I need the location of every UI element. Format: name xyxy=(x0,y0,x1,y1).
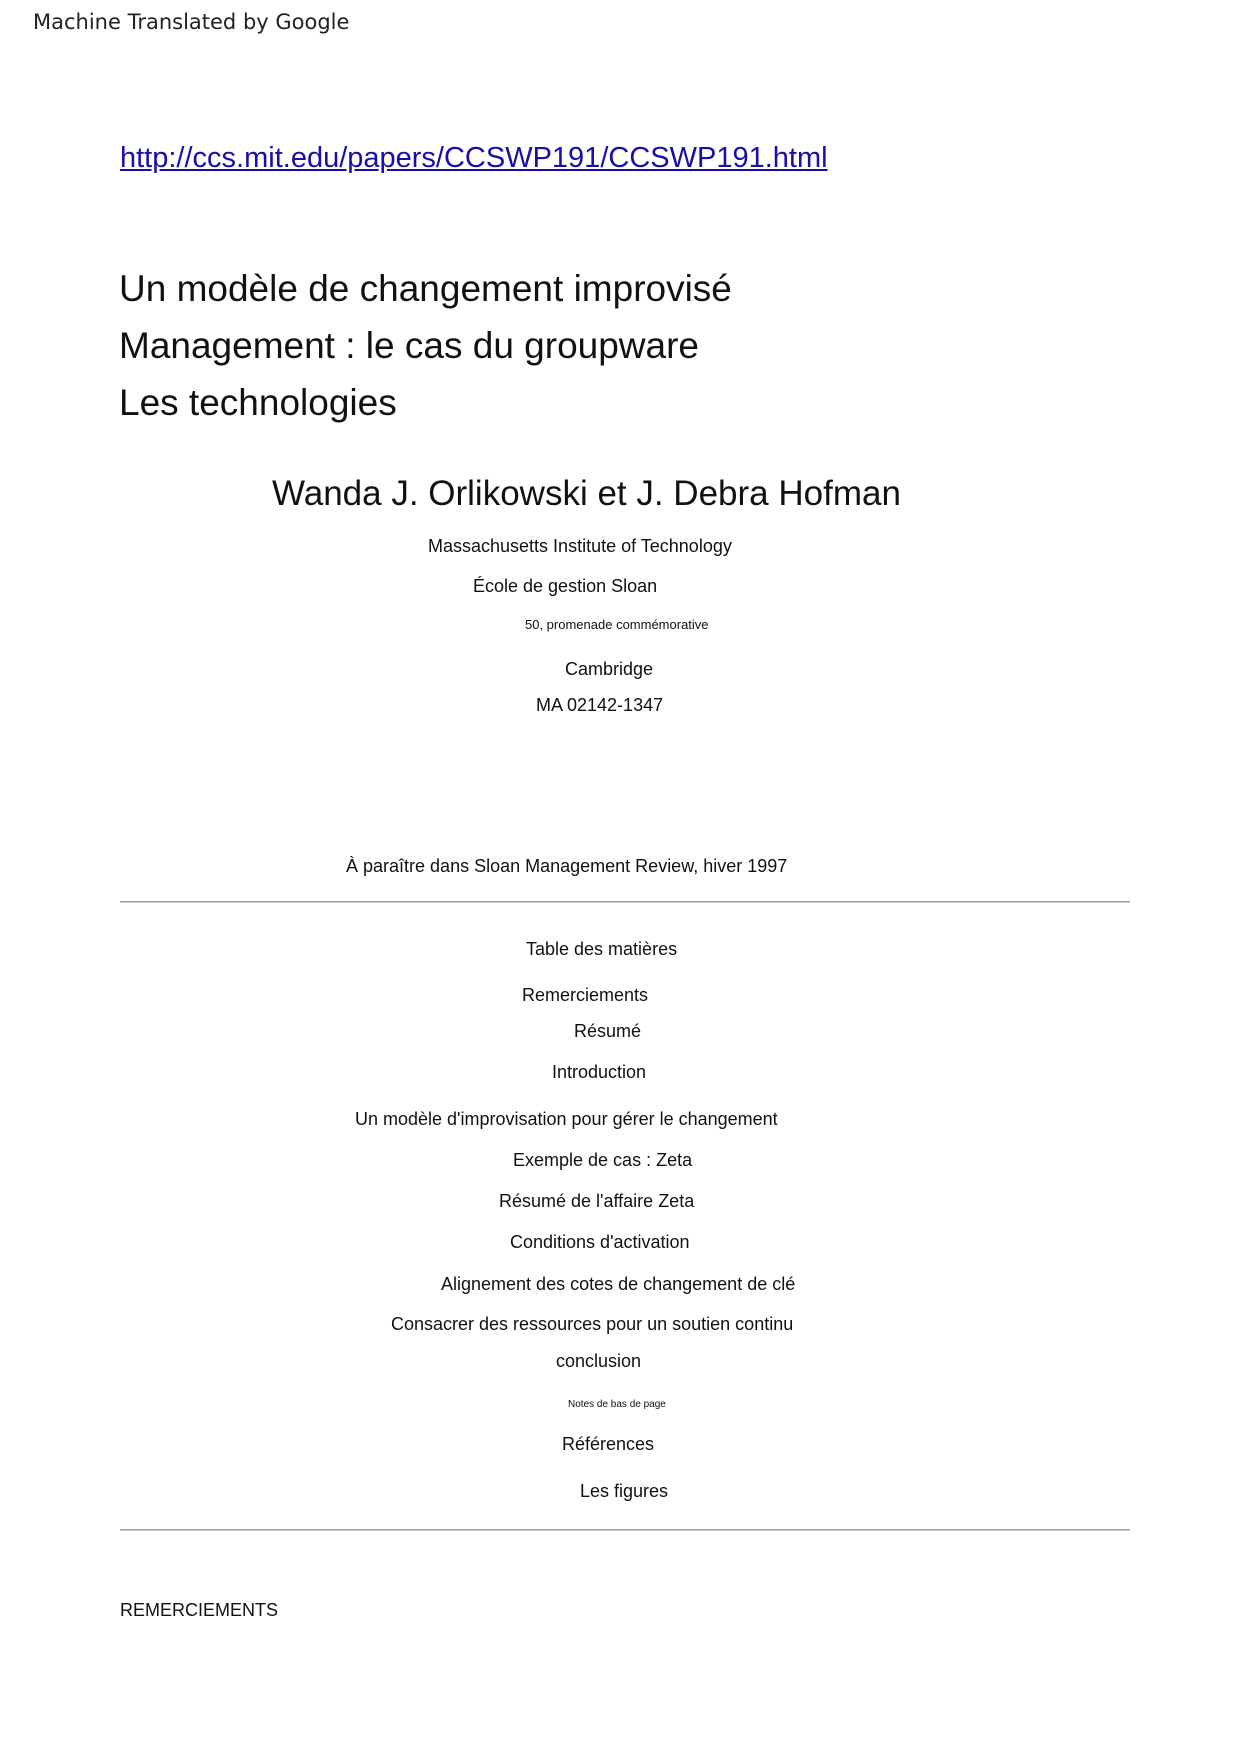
title-line-2: Management : le cas du groupware xyxy=(119,325,700,366)
affiliation-city: Cambridge xyxy=(565,659,654,679)
toc-item-consacrer-ressources[interactable]: Consacrer des ressources pour un soutien continu xyxy=(391,1314,794,1334)
toc-item-alignement-cotes[interactable]: Alignement des cotes de changement de clé xyxy=(441,1274,796,1294)
title-line-1: Un modèle de changement improvisé xyxy=(119,268,732,309)
toc-item-resume-affaire-zeta[interactable]: Résumé de l'affaire Zeta xyxy=(499,1191,695,1211)
toc-item-conclusion[interactable]: conclusion xyxy=(556,1351,642,1371)
toc-item-remerciements[interactable]: Remerciements xyxy=(522,985,649,1005)
section-heading-remerciements: REMERCIEMENTS xyxy=(120,1600,279,1620)
affiliation-street: 50, promenade commémorative xyxy=(525,617,709,632)
toc-item-modele-improvisation[interactable]: Un modèle d'improvisation pour gérer le changement xyxy=(355,1109,778,1129)
affiliation-school: École de gestion Sloan xyxy=(473,576,658,596)
divider-bottom xyxy=(120,1529,1130,1531)
publication-note: À paraître dans Sloan Management Review, hiver 1997 xyxy=(346,856,788,876)
toc-item-references[interactable]: Références xyxy=(562,1434,655,1454)
toc-item-exemple-cas-zeta[interactable]: Exemple de cas : Zeta xyxy=(513,1150,693,1170)
authors: Wanda J. Orlikowski et J. Debra Hofman xyxy=(272,474,901,513)
affiliation-postal: MA 02142-1347 xyxy=(536,695,664,715)
toc-item-les-figures[interactable]: Les figures xyxy=(580,1481,669,1501)
divider-top xyxy=(120,901,1130,903)
source-url-link[interactable]: http://ccs.mit.edu/papers/CCSWP191/CCSWP191.html xyxy=(120,142,828,174)
toc-heading: Table des matières xyxy=(526,939,678,959)
toc-item-introduction[interactable]: Introduction xyxy=(552,1062,647,1082)
machine-translation-banner: Machine Translated by Google xyxy=(33,10,350,34)
affiliation-institution: Massachusetts Institute of Technology xyxy=(428,536,732,556)
toc-item-notes-bas-de-page[interactable]: Notes de bas de page xyxy=(568,1399,666,1410)
title-line-3: Les technologies xyxy=(119,382,397,423)
toc-item-conditions-activation[interactable]: Conditions d'activation xyxy=(510,1232,690,1252)
toc-item-resume[interactable]: Résumé xyxy=(574,1021,642,1041)
